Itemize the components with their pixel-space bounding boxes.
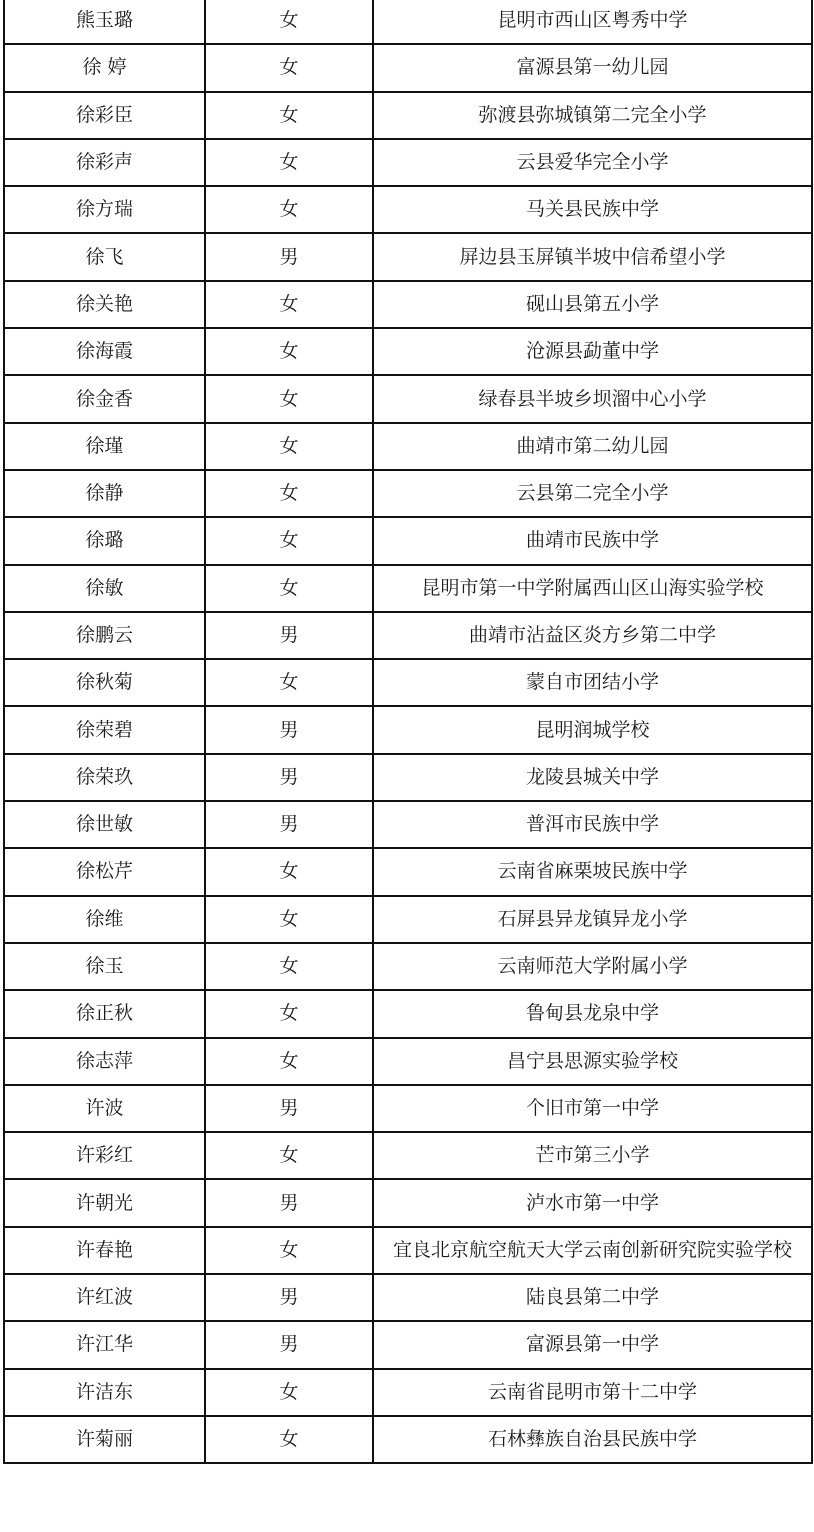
gender-cell: 男	[205, 233, 373, 280]
table-row	[4, 706, 812, 753]
table-row	[4, 328, 812, 375]
school-cell: 绿春县半坡乡坝溜中心小学	[373, 375, 812, 422]
school-cell: 石林彝族自治县民族中学	[373, 1416, 812, 1463]
gender-cell: 女	[205, 943, 373, 990]
name-cell: 徐金香	[4, 375, 205, 422]
gender-cell: 女	[205, 659, 373, 706]
table-row	[4, 1132, 812, 1179]
gender-cell: 男	[205, 706, 373, 753]
table-row	[4, 1369, 812, 1416]
name-cell: 徐松芹	[4, 848, 205, 895]
table-row	[4, 1227, 812, 1274]
school-cell: 蒙自市团结小学	[373, 659, 812, 706]
table-row	[4, 801, 812, 848]
gender-cell: 女	[205, 186, 373, 233]
table-row	[4, 92, 812, 139]
table-row	[4, 375, 812, 422]
school-cell: 龙陵县城关中学	[373, 754, 812, 801]
table-row	[4, 612, 812, 659]
gender-cell: 女	[205, 375, 373, 422]
name-cell: 许洁东	[4, 1369, 205, 1416]
name-cell: 徐维	[4, 896, 205, 943]
name-cell: 徐方瑞	[4, 186, 205, 233]
table-row	[4, 139, 812, 186]
table-row	[4, 565, 812, 612]
name-cell: 徐海霞	[4, 328, 205, 375]
name-cell: 许彩红	[4, 1132, 205, 1179]
school-cell: 云县爱华完全小学	[373, 139, 812, 186]
school-cell: 马关县民族中学	[373, 186, 812, 233]
roster-body	[4, 0, 812, 1463]
school-cell: 鲁甸县龙泉中学	[373, 990, 812, 1037]
name-cell: 徐荣碧	[4, 706, 205, 753]
gender-cell: 女	[205, 139, 373, 186]
gender-cell: 女	[205, 565, 373, 612]
name-cell: 许波	[4, 1085, 205, 1132]
name-cell: 徐正秋	[4, 990, 205, 1037]
gender-cell: 女	[205, 1369, 373, 1416]
gender-cell: 女	[205, 990, 373, 1037]
school-cell: 富源县第一中学	[373, 1321, 812, 1368]
name-cell: 徐瑾	[4, 423, 205, 470]
name-cell: 许春艳	[4, 1227, 205, 1274]
table-row	[4, 423, 812, 470]
name-cell: 徐璐	[4, 517, 205, 564]
school-cell: 云南师范大学附属小学	[373, 943, 812, 990]
name-cell: 徐世敏	[4, 801, 205, 848]
table-row	[4, 1416, 812, 1463]
name-cell: 许江华	[4, 1321, 205, 1368]
school-cell: 曲靖市沾益区炎方乡第二中学	[373, 612, 812, 659]
school-cell: 云南省昆明市第十二中学	[373, 1369, 812, 1416]
name-cell: 徐静	[4, 470, 205, 517]
name-cell: 徐敏	[4, 565, 205, 612]
table-row	[4, 754, 812, 801]
school-cell: 普洱市民族中学	[373, 801, 812, 848]
school-cell: 宜良北京航空航天大学云南创新研究院实验学校	[373, 1227, 812, 1274]
gender-cell: 女	[205, 896, 373, 943]
gender-cell: 女	[205, 848, 373, 895]
school-cell: 芒市第三小学	[373, 1132, 812, 1179]
school-cell: 昆明市第一中学附属西山区山海实验学校	[373, 565, 812, 612]
gender-cell: 女	[205, 423, 373, 470]
school-cell: 富源县第一幼儿园	[373, 44, 812, 91]
gender-cell: 女	[205, 1227, 373, 1274]
school-cell: 昌宁县思源实验学校	[373, 1038, 812, 1085]
school-cell: 云南省麻栗坡民族中学	[373, 848, 812, 895]
name-cell: 徐 婷	[4, 44, 205, 91]
name-cell: 许朝光	[4, 1179, 205, 1226]
school-cell: 弥渡县弥城镇第二完全小学	[373, 92, 812, 139]
school-cell: 曲靖市第二幼儿园	[373, 423, 812, 470]
table-row	[4, 659, 812, 706]
school-cell: 曲靖市民族中学	[373, 517, 812, 564]
gender-cell: 女	[205, 470, 373, 517]
table-row	[4, 990, 812, 1037]
table-row	[4, 470, 812, 517]
table-row	[4, 1321, 812, 1368]
name-cell: 徐志萍	[4, 1038, 205, 1085]
table-row	[4, 896, 812, 943]
table-row	[4, 1085, 812, 1132]
gender-cell: 男	[205, 1085, 373, 1132]
gender-cell: 男	[205, 754, 373, 801]
name-cell: 熊玉璐	[4, 0, 205, 44]
name-cell: 徐飞	[4, 233, 205, 280]
name-cell: 徐彩声	[4, 139, 205, 186]
table-row	[4, 943, 812, 990]
name-cell: 徐秋菊	[4, 659, 205, 706]
name-cell: 徐彩臣	[4, 92, 205, 139]
school-cell: 石屏县异龙镇异龙小学	[373, 896, 812, 943]
table-row	[4, 1179, 812, 1226]
school-cell: 沧源县勐董中学	[373, 328, 812, 375]
school-cell: 砚山县第五小学	[373, 281, 812, 328]
table-row	[4, 1038, 812, 1085]
table-row	[4, 233, 812, 280]
roster-table	[3, 0, 813, 1464]
gender-cell: 女	[205, 281, 373, 328]
gender-cell: 女	[205, 1416, 373, 1463]
name-cell: 许红波	[4, 1274, 205, 1321]
name-cell: 许菊丽	[4, 1416, 205, 1463]
gender-cell: 女	[205, 1132, 373, 1179]
school-cell: 泸水市第一中学	[373, 1179, 812, 1226]
school-cell: 陆良县第二中学	[373, 1274, 812, 1321]
gender-cell: 男	[205, 1321, 373, 1368]
table-row	[4, 44, 812, 91]
gender-cell: 男	[205, 1179, 373, 1226]
table-row	[4, 848, 812, 895]
name-cell: 徐鹏云	[4, 612, 205, 659]
table-row	[4, 281, 812, 328]
school-cell: 昆明市西山区粤秀中学	[373, 0, 812, 44]
school-cell: 云县第二完全小学	[373, 470, 812, 517]
gender-cell: 女	[205, 44, 373, 91]
table-row	[4, 186, 812, 233]
table-row	[4, 1274, 812, 1321]
gender-cell: 男	[205, 1274, 373, 1321]
table-row	[4, 517, 812, 564]
name-cell: 徐关艳	[4, 281, 205, 328]
gender-cell: 男	[205, 612, 373, 659]
gender-cell: 男	[205, 801, 373, 848]
school-cell: 个旧市第一中学	[373, 1085, 812, 1132]
name-cell: 徐玉	[4, 943, 205, 990]
school-cell: 屏边县玉屏镇半坡中信希望小学	[373, 233, 812, 280]
gender-cell: 女	[205, 517, 373, 564]
gender-cell: 女	[205, 328, 373, 375]
name-cell: 徐荣玖	[4, 754, 205, 801]
school-cell: 昆明润城学校	[373, 706, 812, 753]
gender-cell: 女	[205, 0, 373, 44]
gender-cell: 女	[205, 1038, 373, 1085]
gender-cell: 女	[205, 92, 373, 139]
roster-sheet	[3, 0, 811, 1464]
table-row	[4, 0, 812, 44]
